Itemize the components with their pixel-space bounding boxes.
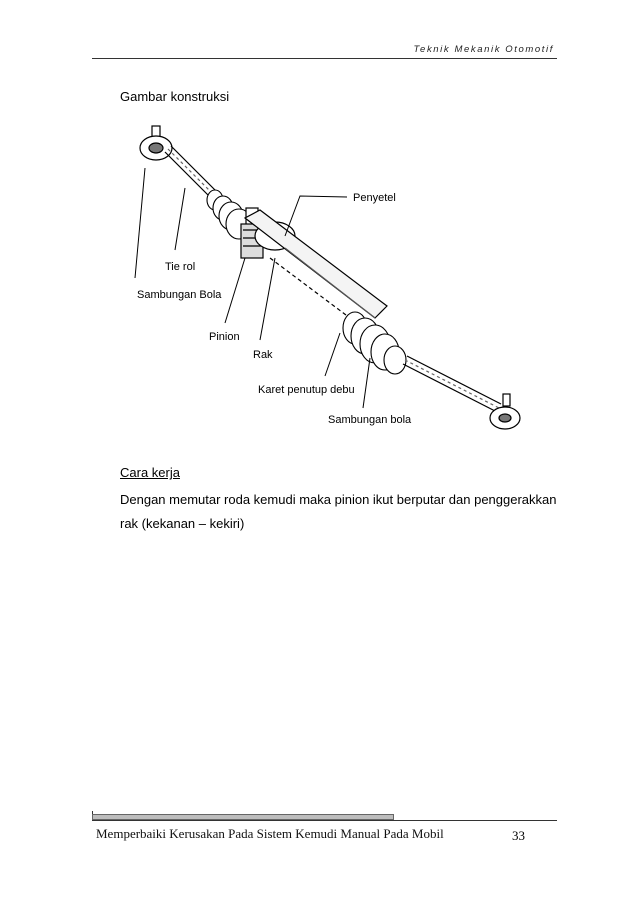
cara-kerja-body: Dengan memutar roda kemudi maka pinion ikut berputar dan penggerakkan rak (kekanan – kekiri): [120, 492, 557, 531]
right-tie-rod: [403, 356, 501, 412]
label-sambungan-bola-right: Sambungan bola: [328, 414, 412, 426]
label-sambungan-bola-left: Sambungan Bola: [137, 289, 222, 301]
header-rule: [92, 58, 557, 59]
right-dust-boot: [343, 312, 406, 374]
running-header: Teknik Mekanik Otomotif: [413, 44, 554, 55]
right-ball-joint: [490, 394, 520, 429]
rack-housing: [245, 210, 387, 333]
label-rak: Rak: [253, 349, 273, 361]
footer-text: Memperbaiki Kerusakan Pada Sistem Kemudi Manual Pada Mobil: [96, 826, 444, 841]
label-penyetel: Penyetel: [353, 192, 396, 204]
footer-rule: [92, 820, 557, 821]
label-karet-penutup-debu: Karet penutup debu: [258, 384, 355, 396]
cara-kerja-title: Cara kerja: [120, 465, 180, 480]
steering-rack-illustration: [125, 118, 530, 448]
section-title: Gambar konstruksi: [120, 89, 230, 104]
page-number: 33: [512, 828, 525, 843]
label-pinion: Pinion: [209, 331, 240, 343]
label-tie-rol: Tie rol: [165, 261, 196, 273]
